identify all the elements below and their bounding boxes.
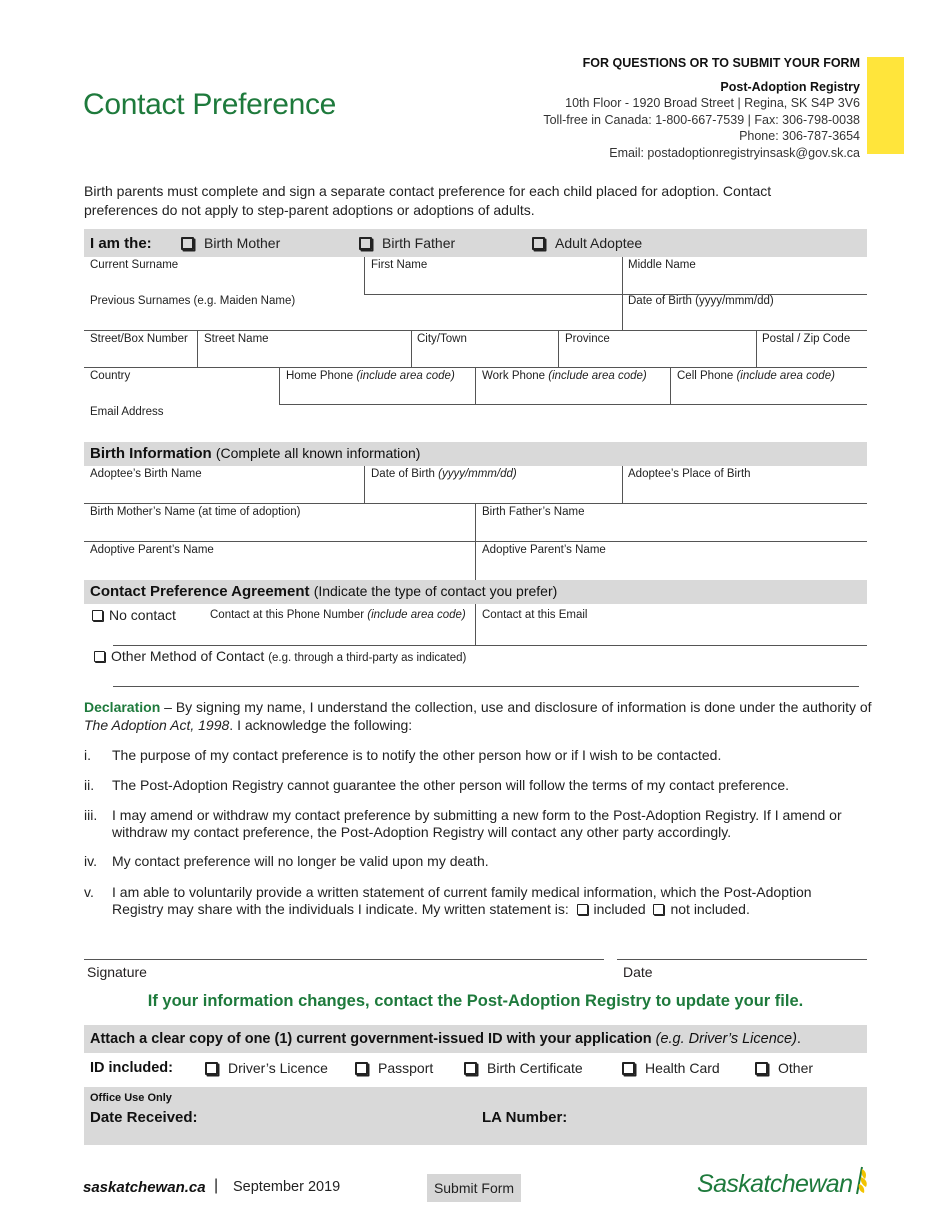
adoptive-parent-2-field[interactable]: Adoptive Parent’s Name: [482, 544, 606, 556]
agreement-heading: Contact Preference Agreement (Indicate the type of contact you prefer): [90, 583, 558, 600]
medical-not-included-checkbox[interactable]: not included.: [650, 901, 750, 917]
footer-date: September 2019: [233, 1179, 341, 1195]
saskatchewan-logo: [697, 1165, 871, 1199]
contact-phone-field[interactable]: Contact at this Phone Number (include area code): [210, 609, 466, 621]
birth-certificate-label: Birth Certificate: [487, 1060, 583, 1076]
declaration-text: Declaration – By signing my name, I understand the collection, use and disclosure of information is done under the authority of The Adoption Act, 1998. I acknowledge the following:: [84, 699, 872, 733]
identity-label: I am the:: [90, 235, 152, 252]
cell-phone-field[interactable]: Cell Phone (include area code): [677, 370, 835, 382]
declaration-item: i. The purpose of my contact preference is to notify the other person how or if I wish to be contacted.: [84, 747, 722, 763]
birth-father-label: Birth Father: [382, 235, 456, 251]
intro-text: Birth parents must complete and sign a separate contact preference for each child placed for adoption. Contact preferences do not apply to step-parent adoptions or adoptions of adults.: [84, 183, 772, 218]
email-field[interactable]: Email Address: [90, 406, 164, 418]
questions-heading: FOR QUESTIONS OR TO SUBMIT YOUR FORM: [582, 56, 860, 70]
contact-email-field[interactable]: Contact at this Email: [482, 609, 588, 621]
yellow-accent-bar: [867, 57, 904, 154]
work-phone-field[interactable]: Work Phone (include area code): [482, 370, 647, 382]
checkbox-icon: [92, 610, 103, 621]
checkbox-icon: [94, 651, 105, 662]
checkbox-icon: [355, 1062, 368, 1075]
checkbox-icon: [532, 237, 545, 250]
registry-name: Post-Adoption Registry: [720, 79, 860, 94]
registry-phone: Phone: 306-787-3654: [739, 129, 860, 143]
checkbox-icon: [205, 1062, 218, 1075]
office-use-band: [84, 1087, 867, 1145]
adult-adoptee-checkbox[interactable]: [532, 235, 642, 251]
drivers-licence-checkbox[interactable]: [205, 1060, 328, 1076]
footer-website: saskatchewan.ca: [83, 1179, 206, 1196]
checkbox-icon: [622, 1062, 635, 1075]
adult-adoptee-label: Adult Adoptee: [555, 235, 643, 251]
postal-code-field[interactable]: Postal / Zip Code: [762, 333, 851, 345]
province-field[interactable]: Province: [565, 333, 610, 345]
checkbox-icon: [755, 1062, 768, 1075]
checkbox-icon: [359, 237, 372, 250]
health-card-label: Health Card: [645, 1060, 720, 1076]
update-callout: If your information changes, contact the Post-Adoption Registry to update your file.: [147, 992, 804, 1010]
street-name-field[interactable]: Street Name: [204, 333, 269, 345]
date-line[interactable]: [617, 959, 867, 960]
other-method-label: Other Method of Contact (e.g. through a third-party as indicated): [111, 648, 467, 664]
date-received-label: Date Received:: [90, 1109, 198, 1126]
wheat-icon: [853, 1165, 871, 1195]
la-number-label: LA Number:: [482, 1109, 568, 1126]
registry-tollfree-fax: Toll-free in Canada: 1-800-667-7539 | Fax: 306-798-0038: [543, 112, 860, 127]
birth-father-checkbox[interactable]: [359, 235, 455, 251]
contact-info: [543, 55, 860, 161]
current-surname-field[interactable]: Current Surname: [90, 259, 179, 271]
drivers-licence-label: Driver’s Licence: [228, 1060, 328, 1076]
declaration-item: iv. My contact preference will no longer be valid upon my death.: [84, 853, 489, 869]
registry-email: Email: postadoptionregistryinsask@gov.sk.ca: [609, 145, 860, 160]
submit-form-button[interactable]: Submit Form: [427, 1174, 521, 1202]
id-included-label: ID included:: [90, 1060, 173, 1076]
adoptive-parent-1-field[interactable]: Adoptive Parent’s Name: [90, 544, 214, 556]
no-contact-label: No contact: [109, 607, 176, 623]
checkbox-icon: [653, 904, 664, 915]
adoptee-birth-name-field[interactable]: Adoptee’s Birth Name: [90, 468, 202, 480]
footer-separator: |: [214, 1177, 219, 1194]
logo-wordmark: Saskatchewan: [697, 1170, 853, 1198]
other-method-checkbox[interactable]: [94, 648, 466, 664]
health-card-checkbox[interactable]: [622, 1060, 720, 1076]
date-label: Date: [623, 964, 653, 980]
birth-mother-label: Birth Mother: [204, 235, 281, 251]
checkbox-icon: [577, 904, 588, 915]
birth-father-name-field[interactable]: Birth Father’s Name: [482, 506, 585, 518]
birth-certificate-checkbox[interactable]: [464, 1060, 583, 1076]
declaration-item: ii. The Post-Adoption Registry cannot guarantee the other person will follow the terms of my contact preference.: [84, 777, 790, 793]
office-use-label: Office Use Only: [90, 1092, 172, 1104]
passport-checkbox[interactable]: [355, 1060, 433, 1076]
country-field[interactable]: Country: [90, 370, 131, 382]
birth-mother-checkbox[interactable]: [181, 235, 280, 251]
id-heading: Attach a clear copy of one (1) current government-issued ID with your application (e.g. Driver’s Licence).: [90, 1031, 801, 1047]
registry-address: 10th Floor - 1920 Broad Street | Regina, SK S4P 3V6: [565, 96, 860, 110]
place-of-birth-field[interactable]: Adoptee’s Place of Birth: [628, 468, 751, 480]
checkbox-icon: [464, 1062, 477, 1075]
birth-mother-name-field[interactable]: Birth Mother’s Name (at time of adoption): [90, 506, 301, 518]
previous-surnames-field[interactable]: Previous Surnames (e.g. Maiden Name): [90, 295, 296, 307]
signature-line[interactable]: [84, 959, 604, 960]
birth-dob-field[interactable]: Date of Birth (yyyy/mmm/dd): [371, 468, 517, 480]
other-id-checkbox[interactable]: [755, 1060, 813, 1076]
no-contact-checkbox[interactable]: [92, 607, 176, 623]
dob-field[interactable]: Date of Birth (yyyy/mmm/dd): [628, 295, 774, 307]
signature-label: Signature: [87, 964, 147, 980]
other-method-line[interactable]: [113, 686, 859, 687]
home-phone-field[interactable]: Home Phone (include area code): [286, 370, 455, 382]
passport-label: Passport: [378, 1060, 434, 1076]
checkbox-icon: [181, 237, 194, 250]
street-box-field[interactable]: Street/Box Number: [90, 333, 188, 345]
birth-info-heading: Birth Information (Complete all known information): [90, 445, 421, 462]
page-title: Contact Preference: [83, 88, 337, 121]
declaration-item: v. I am able to voluntarily provide a written statement of current family medical information, which the Post-Adoption Registry may share with the individuals I indicate. My written statement is: included not included.: [84, 884, 812, 917]
medical-included-checkbox[interactable]: included: [573, 901, 646, 917]
other-id-label: Other: [778, 1060, 814, 1076]
first-name-field[interactable]: First Name: [371, 259, 428, 271]
declaration-item: iii. I may amend or withdraw my contact preference by submitting a new form to the Post-Adoption Registry. If I amend or withdraw my contact preference, the Post-Adoption Registry will contact any other party accordingly.: [84, 807, 842, 840]
middle-name-field[interactable]: Middle Name: [628, 259, 696, 271]
city-field[interactable]: City/Town: [417, 333, 467, 345]
